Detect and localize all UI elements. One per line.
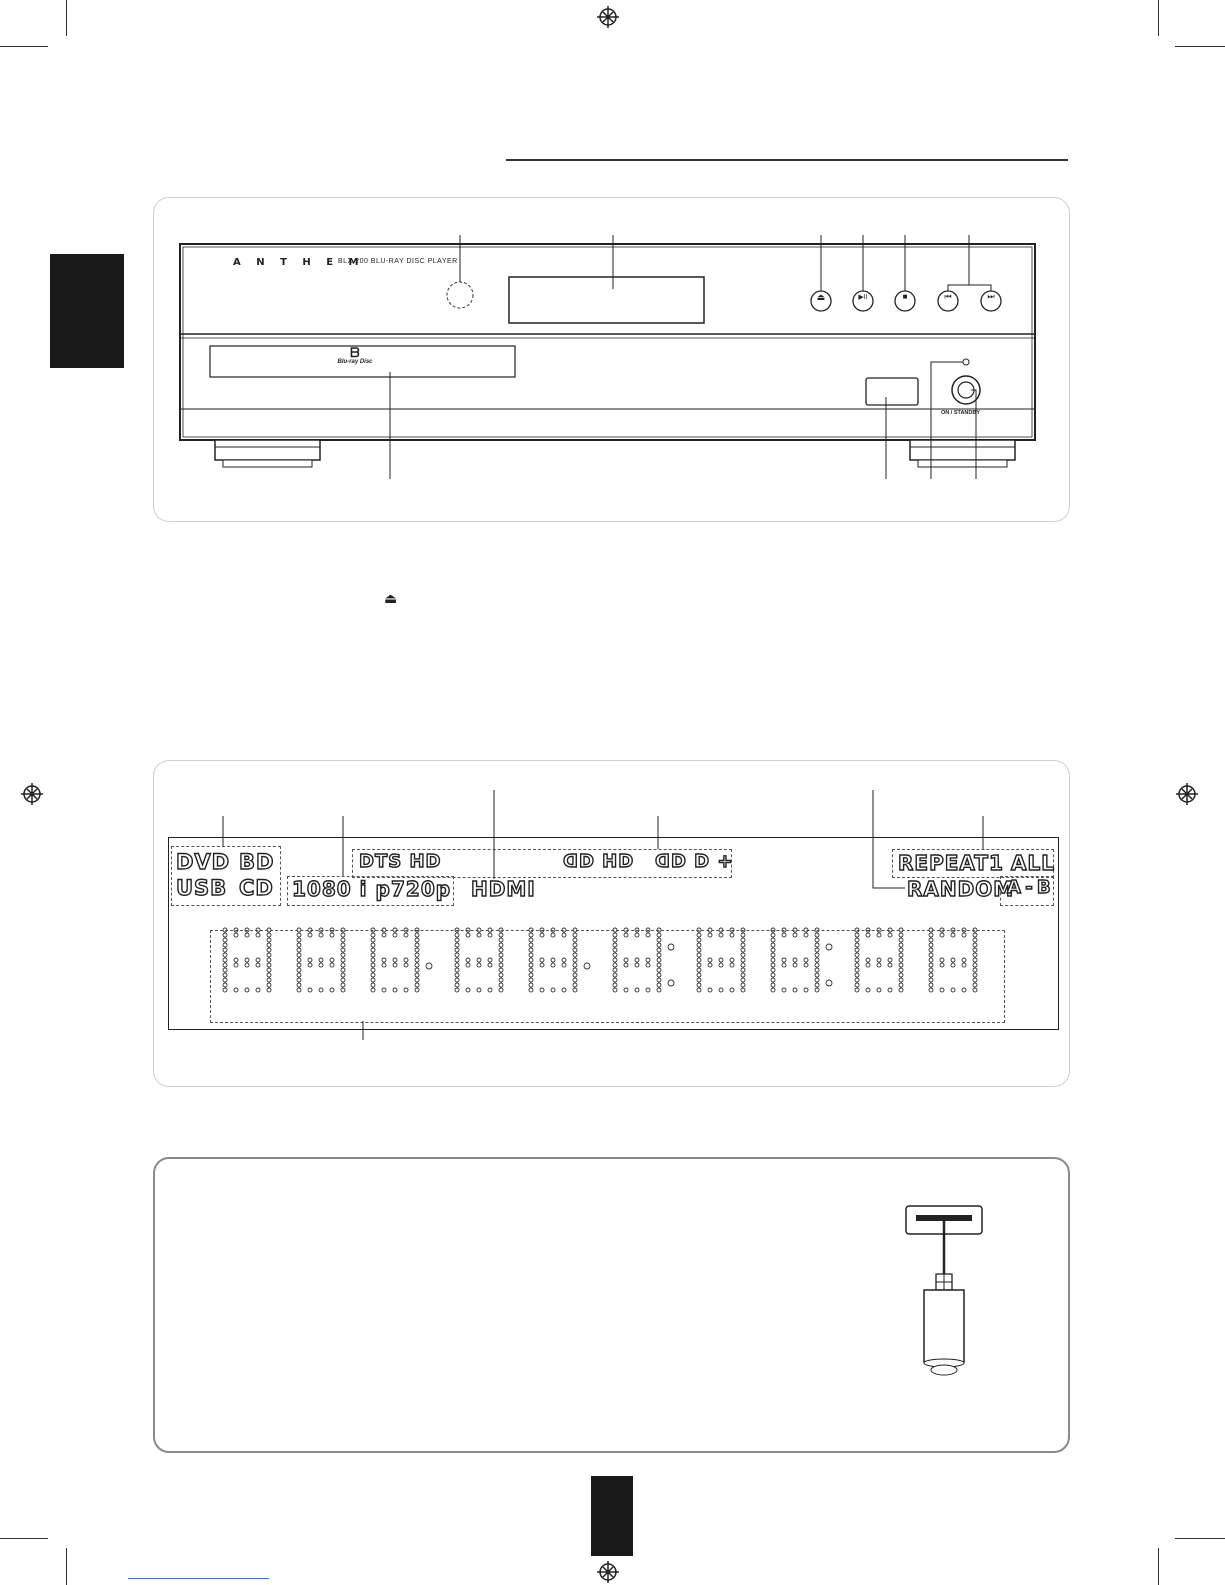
crop-mark	[66, 0, 67, 36]
separator-dot	[584, 963, 590, 969]
section-tab	[50, 254, 124, 368]
stop-button[interactable]	[896, 292, 914, 301]
dot-matrix-character	[455, 928, 503, 992]
header-rule	[506, 159, 1068, 161]
play-pause-icon: ▶II	[858, 294, 868, 301]
brand-logo: A N T H E M	[233, 257, 365, 268]
hdmi-indicator: HDMI	[471, 877, 536, 901]
next-icon: ⏭	[987, 292, 995, 301]
prev-icon: ⏮	[944, 292, 952, 301]
ab-indicator: A - B	[1007, 877, 1050, 898]
dolby-hd-indicator: ᗡᗞ HD	[563, 851, 635, 872]
separator-dot	[668, 980, 674, 986]
usb-indicator: USB	[176, 876, 228, 900]
repeat-one-indicator: 1	[989, 851, 1004, 875]
random-indicator: RANDOM	[907, 877, 1015, 901]
crop-mark	[0, 46, 48, 47]
repeat-all-indicator: ALL	[1011, 851, 1055, 875]
registration-mark-icon	[21, 783, 43, 805]
model-label: BLX 200 BLU-RAY DISC PLAYER	[338, 258, 458, 265]
power-label: ON / STANDBY	[941, 410, 981, 416]
separator-dot	[826, 944, 832, 950]
registration-mark-icon	[597, 6, 619, 28]
dolby-plus-indicator: ᗡᗞ D +	[655, 851, 734, 872]
dot-matrix-character	[223, 928, 271, 992]
res-1080-indicator: 1080 i p	[292, 877, 391, 901]
dot-matrix-character	[529, 928, 577, 992]
dot-matrix-character	[613, 928, 661, 992]
separator-dot	[826, 980, 832, 986]
registration-mark-icon	[1176, 783, 1198, 805]
registration-mark-icon	[597, 1561, 619, 1583]
bd-indicator: BD	[239, 850, 275, 874]
dot-matrix-display	[153, 760, 1068, 1085]
eject-button[interactable]	[812, 292, 830, 303]
repeat-indicator: REPEAT	[898, 851, 989, 875]
separator-dot	[668, 944, 674, 950]
usb-drive-illustration	[896, 1200, 990, 1390]
page-number-tab	[591, 1476, 633, 1556]
next-button[interactable]	[982, 292, 1000, 302]
crop-mark	[1158, 0, 1159, 36]
crop-mark	[1158, 1548, 1159, 1585]
dot-matrix-character	[297, 928, 345, 992]
dot-matrix-character	[855, 928, 903, 992]
dot-matrix-character	[371, 928, 419, 992]
footer-underline	[128, 1578, 269, 1579]
res-720-indicator: 720p	[391, 877, 452, 901]
crop-mark	[1175, 1538, 1225, 1539]
dts-hd-indicator: DTS HD	[359, 851, 442, 872]
crop-mark	[66, 1548, 67, 1585]
crop-mark	[0, 1538, 48, 1539]
cd-indicator: CD	[239, 876, 274, 900]
dot-matrix-character	[929, 928, 977, 992]
crop-mark	[1175, 46, 1225, 47]
eject-icon: ⏏	[816, 292, 826, 302]
play-pause-button[interactable]	[853, 293, 873, 301]
player-front-illustration	[153, 197, 1068, 520]
stop-icon: ■	[902, 292, 908, 301]
eject-symbol-icon: ⏏	[384, 590, 398, 606]
dvd-indicator: DVD	[176, 850, 231, 874]
dot-matrix-character	[697, 928, 745, 992]
disc-logo-label: Blu-ray Disc	[337, 359, 373, 365]
dot-matrix-character	[771, 928, 819, 992]
bluray-logo	[335, 347, 375, 365]
disc-icon: ᗷ	[350, 345, 360, 360]
prev-button[interactable]	[939, 292, 957, 302]
separator-dot	[426, 963, 432, 969]
